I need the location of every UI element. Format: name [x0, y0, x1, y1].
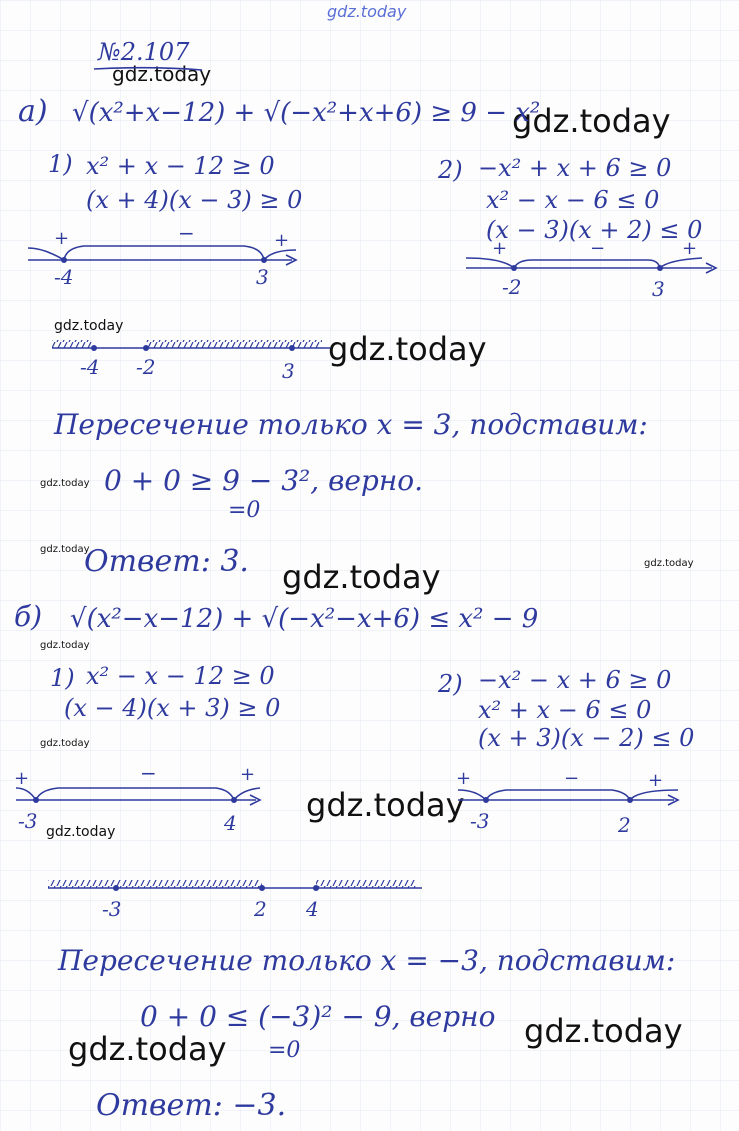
part-b-check: 0 + 0 ≤ (−3)² − 9, верно	[140, 1000, 496, 1033]
point-label: 4	[306, 897, 319, 921]
sign-label: +	[456, 768, 472, 789]
part-a-check: 0 + 0 ≥ 9 − 3², верно.	[104, 464, 424, 497]
point-b1-left	[33, 797, 39, 803]
sign-label: −	[178, 221, 195, 245]
sign-label: +	[54, 228, 70, 249]
watermark: gdz.today	[306, 786, 465, 824]
part-a-step2-number: 2)	[438, 156, 463, 184]
sign-label: +	[240, 764, 256, 785]
point-label: -3	[470, 809, 490, 833]
watermark: gdz.today	[524, 1012, 683, 1050]
point-b-int-2	[259, 885, 265, 891]
part-b-check-under: =0	[268, 1038, 301, 1063]
point-a1-right	[261, 257, 267, 263]
part-a-check-under: =0	[228, 498, 261, 523]
part-b-number-line-2	[452, 766, 692, 836]
sign-label: −	[140, 761, 157, 785]
point-b2-right	[627, 797, 633, 803]
sign-label: +	[648, 770, 664, 791]
part-a-number-line-1	[24, 221, 314, 289]
point-a-int-2	[143, 345, 149, 351]
part-b-step2-number: 2)	[438, 670, 463, 698]
part-a-label: а)	[18, 94, 48, 129]
watermark: gdz.today	[46, 824, 116, 840]
part-b-inequality: √(x²−x−12) + √(−x²−x+6) ≤ x² − 9	[70, 604, 539, 634]
point-b2-left	[483, 797, 489, 803]
part-b-step1-line1: x² − x − 12 ≥ 0	[86, 662, 275, 690]
sign-label: −	[590, 238, 606, 259]
part-b-intersection-line	[44, 870, 434, 920]
sign-label: +	[274, 230, 290, 251]
part-a-answer: Ответ: 3.	[84, 544, 249, 579]
watermark-top: gdz.today	[327, 2, 407, 21]
point-label: -2	[136, 355, 156, 379]
problem-number-underline	[92, 64, 212, 74]
part-a-step1-line2: (x + 4)(x − 3) ≥ 0	[86, 186, 303, 214]
part-b-number-line-1	[10, 761, 280, 836]
point-b-int-3	[313, 885, 319, 891]
sign-label: +	[492, 238, 508, 259]
point-label: 3	[282, 359, 295, 383]
watermark: gdz.today	[644, 558, 694, 569]
point-b-int-1	[113, 885, 119, 891]
part-b-step2-line2: x² + x − 6 ≤ 0	[478, 696, 652, 724]
watermark: gdz.today	[40, 640, 90, 651]
point-label: 4	[224, 811, 237, 835]
point-label: -4	[80, 355, 100, 379]
part-b-answer: Ответ: −3.	[96, 1088, 287, 1123]
point-label: 2	[618, 813, 631, 837]
problem-number: №2.107	[98, 38, 190, 66]
point-label: 3	[652, 277, 665, 301]
point-a-int-1	[91, 345, 97, 351]
sign-label: −	[564, 768, 580, 789]
point-b1-right	[231, 797, 237, 803]
watermark: gdz.today	[40, 738, 90, 749]
part-b-step2-line1: −x² − x + 6 ≥ 0	[478, 666, 672, 694]
point-label: -2	[502, 275, 522, 299]
part-b-label: б)	[14, 600, 43, 633]
point-label: 2	[254, 897, 267, 921]
part-a-step1-line1: x² + x − 12 ≥ 0	[86, 152, 275, 180]
part-b-step1-number: 1)	[50, 664, 75, 692]
part-a-inequality: √(x²+x−12) + √(−x²+x+6) ≥ 9 − x²	[72, 98, 541, 128]
watermark: gdz.today	[68, 1030, 227, 1068]
part-a-intersection-line	[50, 334, 340, 384]
watermark: gdz.today	[112, 62, 212, 86]
part-a-number-line-2	[462, 240, 732, 300]
point-a2-right	[657, 265, 663, 271]
point-label: -4	[54, 265, 74, 289]
watermark: gdz.today	[40, 478, 90, 489]
part-a-step2-line3: (x − 3)(x + 2) ≤ 0	[486, 216, 703, 244]
watermark: gdz.today	[512, 102, 671, 140]
part-a-step2-line2: x² − x − 6 ≤ 0	[486, 186, 660, 214]
watermark: gdz.today	[40, 544, 90, 555]
part-b-intersection-text: Пересечение только x = −3, подставим:	[58, 944, 676, 977]
sign-label: +	[682, 238, 698, 259]
part-b-step1-line2: (x − 4)(x + 3) ≥ 0	[64, 694, 281, 722]
watermark: gdz.today	[54, 318, 124, 334]
point-label: -3	[18, 809, 38, 833]
part-a-intersection-text: Пересечение только x = 3, подставим:	[54, 408, 648, 441]
point-label: 3	[256, 265, 269, 289]
point-a2-left	[511, 265, 517, 271]
part-b-step2-line3: (x + 3)(x − 2) ≤ 0	[478, 724, 695, 752]
watermark: gdz.today	[328, 330, 487, 368]
point-a-int-3	[289, 345, 295, 351]
point-label: -3	[102, 897, 122, 921]
watermark: gdz.today	[282, 558, 441, 596]
part-a-step1-number: 1)	[48, 150, 73, 178]
part-a-step2-line1: −x² + x + 6 ≥ 0	[478, 154, 672, 182]
sign-label: +	[14, 768, 30, 789]
point-a1-left	[61, 257, 67, 263]
